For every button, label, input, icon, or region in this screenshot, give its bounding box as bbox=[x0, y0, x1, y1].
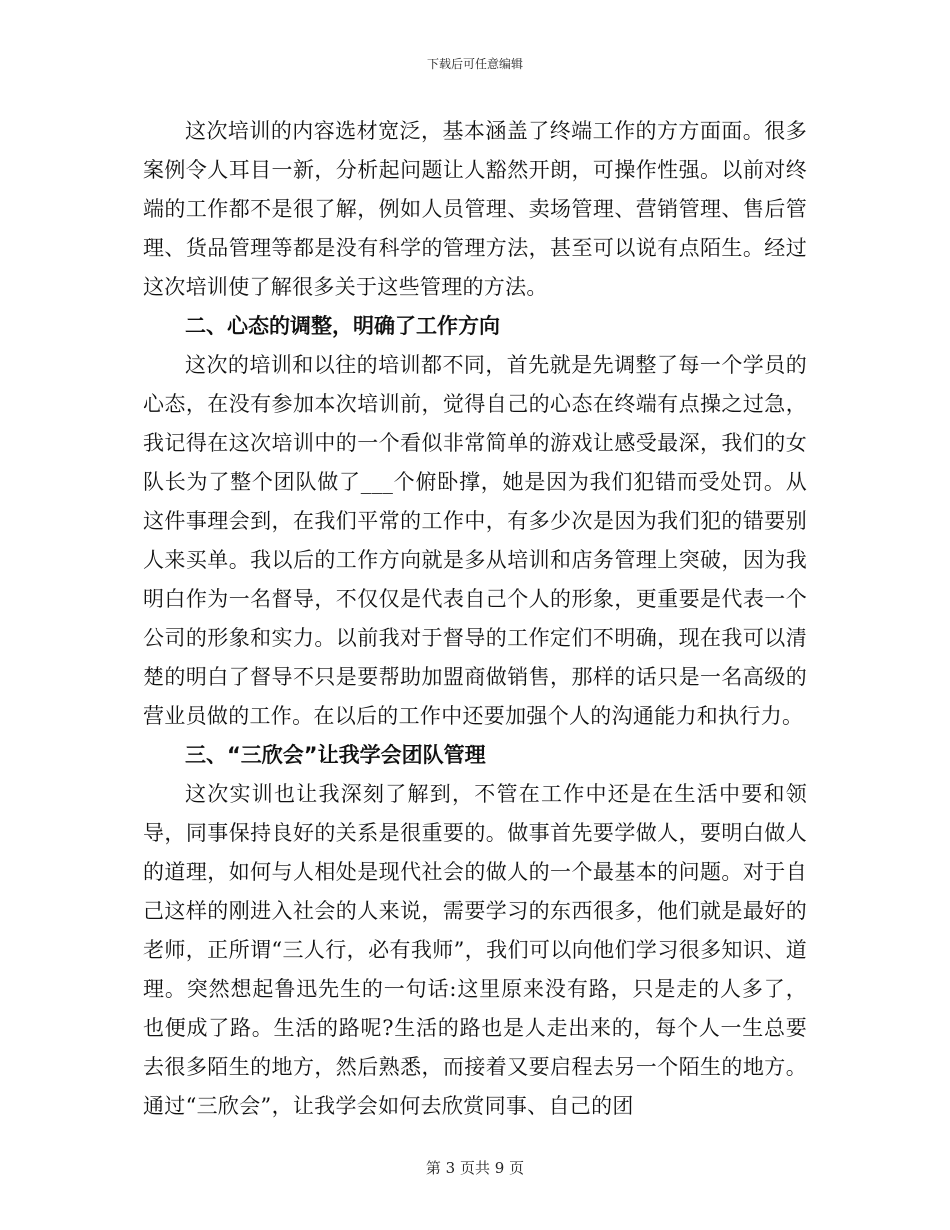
page-header-note: 下载后可任意编辑 bbox=[426, 57, 523, 71]
page-number-footer: 第 3 页共 9 页 bbox=[425, 1159, 525, 1177]
section-heading-mindset: 二、心态的调整，明确了工作方向 bbox=[185, 314, 500, 338]
section-heading-team-management: 三、“三欣会”让我学会团队管理 bbox=[185, 743, 486, 767]
paragraph-training-content: 这次培训的内容选材宽泛，基本涵盖了终端工作的方方面面。很多案例令人耳目一新，分析起问题让人豁然开朗，可操作性强。以前对终端的工作都不是很了解，例如人员管理、卖场管理、营销管理、售后管理、货品管理等都是没有科学的管理方法，甚至可以说有点陌生。经过这次培训使了解很多关于这些管理的方法。 bbox=[143, 119, 807, 299]
paragraph-team-management: 这次实训也让我深刻了解到，不管在工作中还是在生活中要和领导，同事保持良好的关系是很重要的。做事首先要学做人，要明白做人的道理，如何与人相处是现代社会的做人的一个最基本的问题。对于自己这样的刚进入社会的人来说，需要学习的东西很多，他们就是最好的老师，正所谓“三人行，必有我师”，我们可以向他们学习很多知识、道理。突然想起鲁迅先生的一句话:这里原来没有路，只是走的人多了，也便成了路。生活的路呢?生活的路也是人走出来的，每个人一生总要去很多陌生的地方，然后熟悉，而接着又要启程去另一个陌生的地方。通过“三欣会”，让我学会如何去欣赏同事、自己的团 bbox=[143, 782, 807, 1118]
paragraph-mindset: 这次的培训和以往的培训都不同，首先就是先调整了每一个学员的心态，在没有参加本次培训前，觉得自己的心态在终端有点操之过急，我记得在这次培训中的一个看似非常简单的游戏让感受最深，我们的女队长为了整个团队做了___个俯卧撑，她是因为我们犯错而受处罚。从这件事理会到，在我们平常的工作中，有多少次是因为我们犯的错要别人来买单。我以后的工作方向就是多从培训和店务管理上突破，因为我明白作为一名督导，不仅仅是代表自己个人的形象，更重要是代表一个公司的形象和实力。以前我对于督导的工作定们不明确，现在我可以清楚的明白了督导不只是要帮助加盟商做销售，那样的话只是一名高级的营业员做的工作。在以后的工作中还要加强个人的沟通能力和执行力。 bbox=[143, 353, 807, 728]
document-body bbox=[143, 112, 807, 1126]
